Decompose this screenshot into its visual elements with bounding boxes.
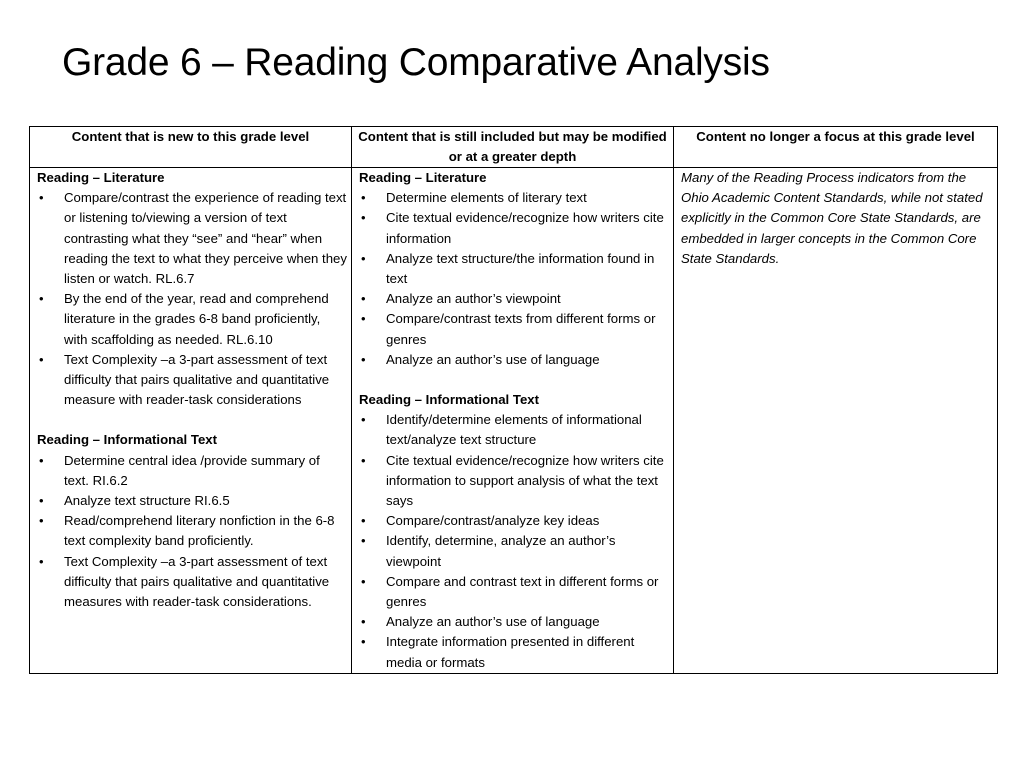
- cell-modified-content: [352, 168, 674, 674]
- list-item: • Cite textual evidence/recognize how writers cite information: [359, 208, 669, 248]
- list-item: • Compare/contrast/analyze key ideas: [359, 511, 669, 531]
- list-item: • Compare and contrast text in different forms or genres: [359, 572, 669, 612]
- list-item: • Determine elements of literary text: [359, 188, 669, 208]
- note-text: Many of the Reading Process indicators from the Ohio Academic Content Standards, while not stated explicitly in the Common Core State Standards, are embedded in larger concepts in the Common Core State Standards.: [681, 170, 983, 266]
- section-spacer: [37, 410, 347, 430]
- list-item: • Analyze text structure/the information found in text: [359, 249, 669, 289]
- cell-new-content: [30, 168, 352, 674]
- list-item: • Determine central idea /provide summary of text. RI.6.2: [37, 451, 347, 491]
- list-item: • By the end of the year, read and comprehend literature in the grades 6-8 band proficiently, with scaffolding as needed. RL.6.10: [37, 289, 347, 350]
- section-heading: Reading – Literature: [359, 170, 487, 185]
- section-heading: Reading – Literature: [37, 170, 165, 185]
- list-item: • Identify, determine, analyze an author’s viewpoint: [359, 531, 669, 571]
- table-header-row: [30, 127, 998, 168]
- section-heading: Reading – Informational Text: [37, 432, 218, 448]
- header-modified-content: Content that is still included but may be modified or at a greater depth: [352, 127, 674, 168]
- bullet-list: [37, 451, 347, 613]
- list-item: • Read/comprehend literary nonfiction in the 6-8 text complexity band proficiently.: [37, 511, 347, 551]
- list-item: • Text Complexity –a 3-part assessment of text difficulty that pairs qualitative and quantitative measure with reader-task considerations: [37, 350, 347, 411]
- list-item: • Analyze an author’s use of language: [359, 350, 669, 370]
- list-item: • Text Complexity –a 3-part assessment of text difficulty that pairs qualitative and quantitative measures with reader-task considerations.: [37, 552, 347, 613]
- list-item: • Integrate information presented in different media or formats: [359, 632, 669, 672]
- header-no-longer-focus: Content no longer a focus at this grade level: [674, 127, 998, 168]
- cell-no-longer-focus: [674, 168, 998, 674]
- list-item: • Compare/contrast the experience of reading text or listening to/viewing a version of text contrasting what they “see” and “hear” when reading the text to what they perceive when they listen or watch. RL.6.7: [37, 188, 347, 289]
- bullet-list: [359, 188, 669, 370]
- bullet-list: [359, 410, 669, 673]
- table-body-row: [30, 168, 998, 674]
- list-item: • Cite textual evidence/recognize how writers cite information to support analysis of what the text says: [359, 451, 669, 512]
- comparison-table: [29, 126, 998, 674]
- list-item: • Analyze text structure RI.6.5: [37, 491, 347, 511]
- list-item: • Analyze an author’s viewpoint: [359, 289, 669, 309]
- list-item: • Identify/determine elements of informational text/analyze text structure: [359, 410, 669, 450]
- header-new-content: Content that is new to this grade level: [30, 127, 352, 168]
- section-heading: Reading – Informational Text: [359, 392, 540, 408]
- section-spacer: [359, 370, 669, 390]
- bullet-list: [37, 188, 347, 410]
- list-item: • Analyze an author’s use of language: [359, 612, 669, 632]
- list-item: • Compare/contrast texts from different forms or genres: [359, 309, 669, 349]
- slide-title: Grade 6 – Reading Comparative Analysis: [62, 41, 770, 84]
